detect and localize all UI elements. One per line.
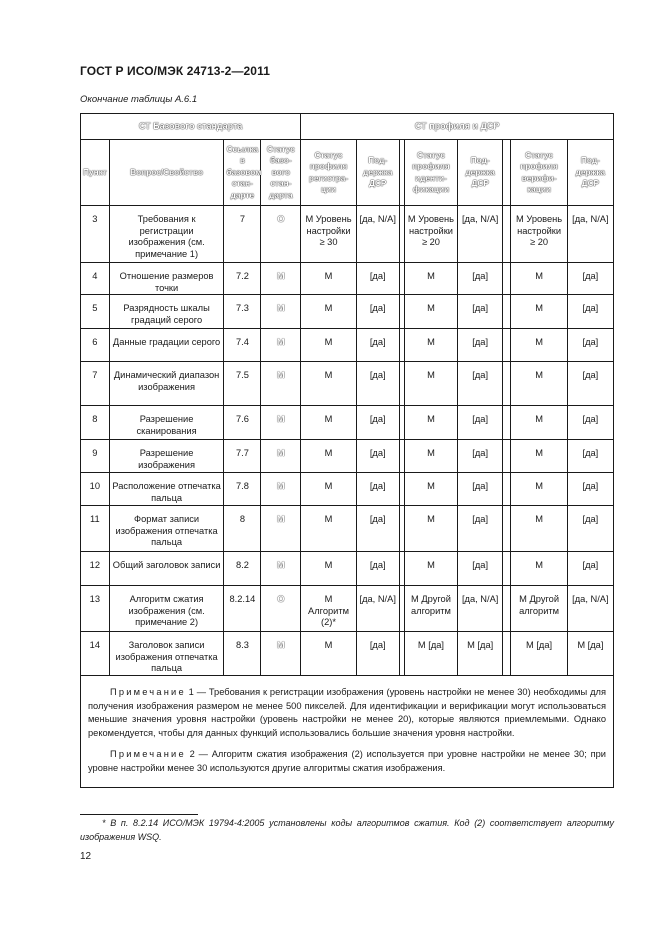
cell-question: Разрешение изображения: [109, 440, 224, 473]
col-header-ver-support: Под-держка ДСР: [567, 140, 613, 206]
notes-cell: [81, 676, 614, 788]
cell-ver-status: M Уровень настройки ≥ 20: [511, 206, 567, 263]
table-row: [81, 440, 614, 473]
col-header-id-support: Под-держка ДСР: [458, 140, 503, 206]
column-gap: [503, 632, 511, 676]
cell-ver-status: M Другой алгоритм: [511, 586, 567, 632]
cell-status: [261, 552, 301, 586]
status-badge: M: [276, 448, 285, 458]
cell-reg-status: M: [301, 329, 356, 362]
cell-reg-support: [да]: [356, 473, 399, 506]
cell-reg-support: [да]: [356, 362, 399, 406]
cell-reg-support: [да]: [356, 329, 399, 362]
cell-ref: 7.7: [224, 440, 261, 473]
table-row: [81, 506, 614, 552]
document-title: ГОСТ Р ИСО/МЭК 24713-2—2011: [80, 64, 270, 78]
cell-ver-support: [да, N/A]: [567, 206, 613, 263]
cell-ver-support: [да]: [567, 263, 613, 295]
cell-id-support: [да]: [458, 362, 503, 406]
status-badge: M: [276, 370, 285, 380]
cell-item: 6: [81, 329, 110, 362]
note-1-text: 1 — Требования к регистрации изображения (уровень настройки не менее 30) необходимы для получения изображения размером не менее 500 пикселей. Для идентификации и верификации могут использоваться меньшие значения уровня настройки (уровень настройки не менее 20), которые являются приемлемыми. Однако рекомендуется, чтобы для данных функций использовались большие значения уровня настройки.: [88, 687, 606, 738]
column-gap: [503, 406, 511, 440]
col-header-ref: Ссылка в базовом стан-дарте: [224, 140, 261, 206]
status-badge: M: [276, 640, 285, 650]
cell-item: 12: [81, 552, 110, 586]
cell-id-support: [да]: [458, 263, 503, 295]
column-gap: [503, 552, 511, 586]
cell-reg-support: [да]: [356, 552, 399, 586]
cell-ver-support: [да]: [567, 506, 613, 552]
cell-status: [261, 406, 301, 440]
cell-question: Разрядность шкалы градаций серого: [109, 295, 224, 329]
cell-id-support: [да]: [458, 406, 503, 440]
cell-item: 14: [81, 632, 110, 676]
cell-ver-status: M: [511, 552, 567, 586]
cell-ver-status: M: [511, 329, 567, 362]
cell-question: Алгоритм сжатия изображения (см. примечание 2): [109, 586, 224, 632]
cell-question: Динамический диапазон изображения: [109, 362, 224, 406]
cell-ver-status: M: [511, 362, 567, 406]
cell-ref: 8.3: [224, 632, 261, 676]
table-row: [81, 263, 614, 295]
column-gap: [503, 295, 511, 329]
cell-ref: 7.4: [224, 329, 261, 362]
table-row: [81, 406, 614, 440]
cell-item: 5: [81, 295, 110, 329]
cell-ver-status: M: [511, 406, 567, 440]
group-header-profile: СТ профиля и ДСР: [301, 114, 614, 140]
cell-reg-status: M Алгоритм (2)*: [301, 586, 356, 632]
requirements-table: [80, 113, 614, 788]
table-row: [81, 206, 614, 263]
cell-ver-status: M: [511, 263, 567, 295]
cell-id-status: M: [404, 440, 457, 473]
cell-question: Заголовок записи изображения отпечатка пальца: [109, 632, 224, 676]
note-2: [88, 748, 606, 775]
cell-ref: 7.3: [224, 295, 261, 329]
cell-reg-support: [да]: [356, 506, 399, 552]
cell-ver-status: M: [511, 440, 567, 473]
table-row: [81, 362, 614, 406]
status-badge: M: [276, 514, 285, 524]
table-row: [81, 552, 614, 586]
cell-reg-status: M: [301, 440, 356, 473]
table-row: [81, 586, 614, 632]
cell-reg-status: M: [301, 632, 356, 676]
column-gap: [503, 263, 511, 295]
status-badge: M: [276, 337, 285, 347]
cell-reg-status: M: [301, 406, 356, 440]
status-badge: M: [276, 560, 285, 570]
cell-reg-support: [да]: [356, 406, 399, 440]
cell-ref: 7.5: [224, 362, 261, 406]
cell-ver-support: [да]: [567, 295, 613, 329]
col-header-id-status: Статус профиля иденти-фикации: [404, 140, 457, 206]
column-gap: [503, 506, 511, 552]
cell-ver-support: [да]: [567, 440, 613, 473]
column-gap: [503, 206, 511, 263]
table-caption: Окончание таблицы А.6.1: [80, 94, 198, 105]
cell-reg-support: [да, N/A]: [356, 586, 399, 632]
cell-ref: 7: [224, 206, 261, 263]
cell-id-status: M: [404, 329, 457, 362]
cell-status: [261, 295, 301, 329]
status-badge: M: [276, 303, 285, 313]
cell-id-status: M: [404, 362, 457, 406]
page-number: 12: [80, 851, 92, 862]
column-header-row: [81, 140, 614, 206]
table-row: [81, 632, 614, 676]
cell-reg-status: M Уровень настройки ≥ 30: [301, 206, 356, 263]
footnote-rule: [80, 814, 198, 815]
cell-reg-status: M: [301, 506, 356, 552]
note-2-text: 2 — Алгоритм сжатия изображения (2) используется при уровне настройки не менее 30; при уровне настройки менее 30 используются другие алгоритмы сжатия изображения.: [88, 749, 606, 773]
table-row: [81, 295, 614, 329]
cell-item: 3: [81, 206, 110, 263]
cell-id-status: M: [404, 263, 457, 295]
group-header-row: [81, 114, 614, 140]
cell-reg-status: M: [301, 295, 356, 329]
cell-question: Разрешение сканирования: [109, 406, 224, 440]
col-header-status: Статус базо-вого стан-дарта: [261, 140, 301, 206]
cell-item: 13: [81, 586, 110, 632]
cell-id-status: M [да]: [404, 632, 457, 676]
cell-status: [261, 506, 301, 552]
cell-id-status: M: [404, 506, 457, 552]
col-header-ver-status: Статус профиля верифи-кации: [511, 140, 567, 206]
cell-reg-status: M: [301, 362, 356, 406]
cell-item: 9: [81, 440, 110, 473]
table-row: [81, 329, 614, 362]
status-badge: M: [276, 271, 285, 281]
cell-question: Формат записи изображения отпечатка пальца: [109, 506, 224, 552]
cell-question: Данные градации серого: [109, 329, 224, 362]
cell-ver-support: M [да]: [567, 632, 613, 676]
column-gap: [503, 586, 511, 632]
cell-item: 11: [81, 506, 110, 552]
notes-row: [81, 676, 614, 788]
cell-ver-support: [да, N/A]: [567, 586, 613, 632]
cell-id-status: M Уровень настройки ≥ 20: [404, 206, 457, 263]
status-badge: M: [276, 481, 285, 491]
column-gap: [503, 329, 511, 362]
cell-ref: 8.2: [224, 552, 261, 586]
cell-status: [261, 362, 301, 406]
cell-id-support: [да]: [458, 552, 503, 586]
cell-reg-support: [да, N/A]: [356, 206, 399, 263]
column-gap: [503, 440, 511, 473]
note-1: [88, 686, 606, 740]
col-header-question: Вопрос/Свойство: [109, 140, 224, 206]
cell-ver-status: M: [511, 506, 567, 552]
cell-status: [261, 586, 301, 632]
status-badge: M: [276, 414, 285, 424]
col-header-item: Пункт: [81, 140, 110, 206]
cell-ver-support: [да]: [567, 552, 613, 586]
column-gap: [503, 473, 511, 506]
cell-reg-support: [да]: [356, 440, 399, 473]
cell-id-status: M: [404, 406, 457, 440]
cell-id-status: M: [404, 552, 457, 586]
cell-id-status: M: [404, 295, 457, 329]
cell-reg-support: [да]: [356, 263, 399, 295]
group-header-base: СТ Базового стандарта: [81, 114, 301, 140]
cell-ver-status: M [да]: [511, 632, 567, 676]
table-row: [81, 473, 614, 506]
cell-id-support: [да]: [458, 295, 503, 329]
footnote: * В п. 8.2.14 ИСО/МЭК 19794-4:2005 установлены коды алгоритмов сжатия. Код (2) соответствует алгоритму изображения WSQ.: [80, 818, 614, 842]
cell-ver-support: [да]: [567, 362, 613, 406]
cell-status: [261, 632, 301, 676]
status-badge: O: [277, 214, 285, 224]
cell-question: Расположение отпечатка пальца: [109, 473, 224, 506]
cell-item: 4: [81, 263, 110, 295]
cell-status: [261, 440, 301, 473]
cell-reg-status: M: [301, 552, 356, 586]
cell-status: [261, 473, 301, 506]
cell-item: 8: [81, 406, 110, 440]
cell-question: Требования к регистрации изображения (см. примечание 1): [109, 206, 224, 263]
cell-id-support: M [да]: [458, 632, 503, 676]
cell-id-support: [да]: [458, 440, 503, 473]
cell-ver-status: M: [511, 295, 567, 329]
cell-id-support: [да]: [458, 473, 503, 506]
note-2-label: Примечание: [110, 749, 186, 759]
col-header-reg-support: Под-держка ДСР: [356, 140, 399, 206]
cell-question: Общий заголовок записи: [109, 552, 224, 586]
cell-reg-status: M: [301, 263, 356, 295]
status-badge: O: [277, 594, 285, 604]
cell-ver-support: [да]: [567, 406, 613, 440]
cell-ref: 7.6: [224, 406, 261, 440]
column-gap: [503, 362, 511, 406]
cell-status: [261, 329, 301, 362]
cell-item: 7: [81, 362, 110, 406]
cell-item: 10: [81, 473, 110, 506]
cell-ref: 7.2: [224, 263, 261, 295]
col-header-reg-status: Статус профиля регистра-ции: [301, 140, 356, 206]
cell-id-support: [да]: [458, 506, 503, 552]
cell-status: [261, 263, 301, 295]
cell-question: Отношение размеров точки: [109, 263, 224, 295]
cell-status: [261, 206, 301, 263]
cell-ref: 8: [224, 506, 261, 552]
column-gap: [503, 140, 511, 206]
cell-reg-support: [да]: [356, 295, 399, 329]
cell-ver-status: M: [511, 473, 567, 506]
note-1-label: Примечание: [110, 687, 186, 697]
cell-reg-support: [да]: [356, 632, 399, 676]
cell-id-status: M: [404, 473, 457, 506]
cell-ref: 7.8: [224, 473, 261, 506]
cell-id-support: [да, N/A]: [458, 586, 503, 632]
cell-ver-support: [да]: [567, 329, 613, 362]
cell-ref: 8.2.14: [224, 586, 261, 632]
cell-id-support: [да, N/A]: [458, 206, 503, 263]
cell-id-status: M Другой алгоритм: [404, 586, 457, 632]
cell-id-support: [да]: [458, 329, 503, 362]
cell-ver-support: [да]: [567, 473, 613, 506]
cell-reg-status: M: [301, 473, 356, 506]
